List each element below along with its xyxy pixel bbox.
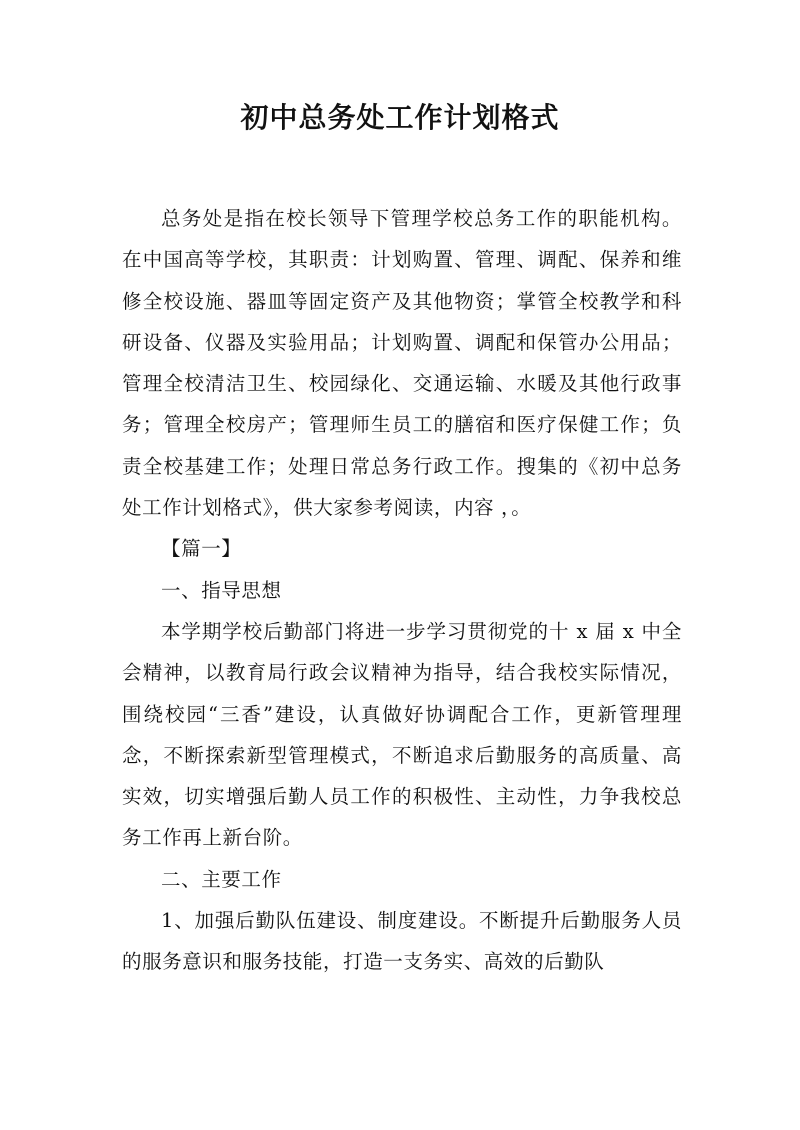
intro-paragraph: 总务处是指在校长领导下管理学校总务工作的职能机构。在中国高等学校，其职责：计划购置、管理、调配、保养和维修全校设施、器皿等固定资产及其他物资；掌管全校教学和科研设备、仪器及实验用品；计划购置、调配和保管办公用品；管理全校清洁卫生、校园绿化、交通运输、水暖及其他行政事务；管理全校房产；管理师生员工的膳宿和医疗保健工作；负责全校基建工作；处理日常总务行政工作。搜集的《初中总务处工作计划格式》，供大家参考阅读，内容 ，。 (122, 207, 682, 520)
heading-main-work: 二、主要工作 (161, 867, 282, 891)
document-body (122, 198, 682, 983)
heading-guiding-ideology: 一、指导思想 (161, 578, 282, 602)
section-label: 【篇一】 (161, 537, 242, 561)
paragraph-guiding-ideology: 本学期学校后勤部门将进一步学习贯彻党的十 x 届 x 中全会精神，以教育局行政会议精神为指导，结合我校实际情况，围绕校园“三香”建设，认真做好协调配合工作，更新管理理念，不断探索新型管理模式，不断追求后勤服务的高质量、高实效，切实增强后勤人员工作的积极性、主动性，力争我校总务工作再上新台阶。 (122, 619, 682, 850)
document-title: 初中总务处工作计划格式 (240, 101, 560, 134)
paragraph-main-work: 1、加强后勤队伍建设、制度建设。不断提升后勤服务人员的服务意识和服务技能，打造一支务实、高效的后勤队 (122, 909, 682, 974)
